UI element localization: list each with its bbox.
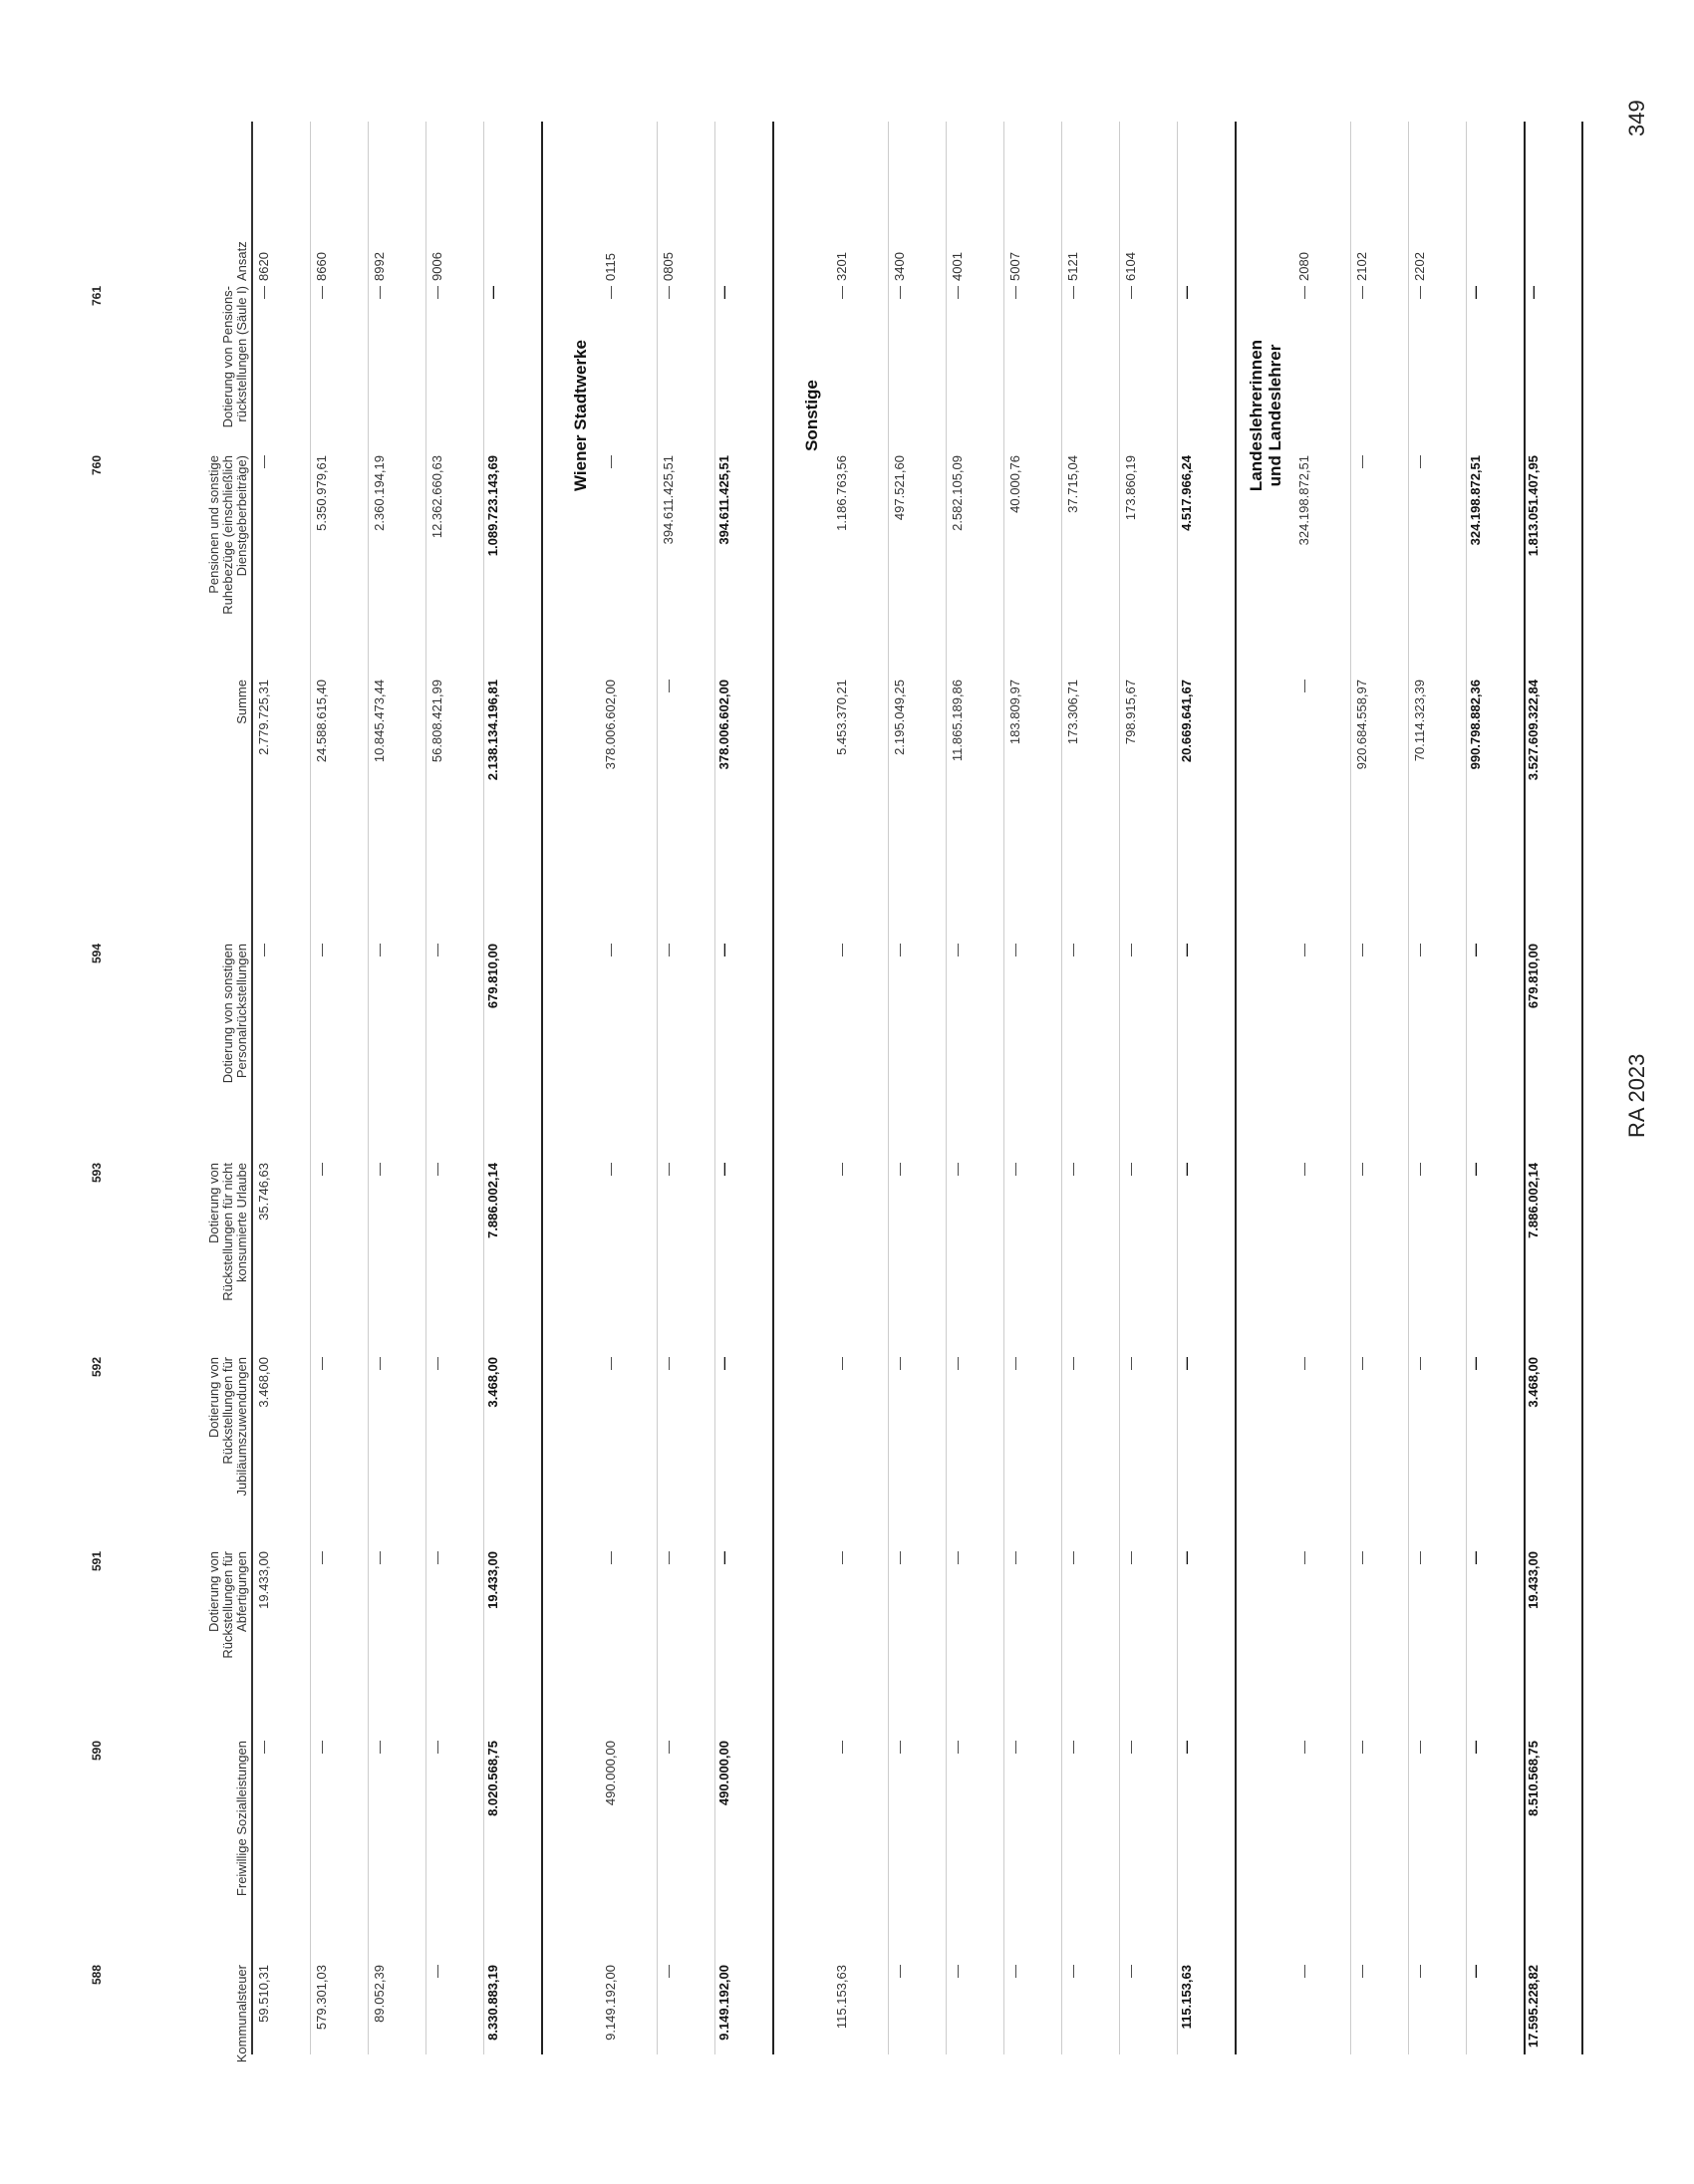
table-row [888, 122, 947, 2054]
column-header-line: Dotierung von sonstigen [220, 944, 235, 1084]
table-cell: — [1468, 944, 1483, 956]
table-cell: — [314, 286, 329, 299]
table-cell: — [1468, 1163, 1483, 1176]
ansatz-code: 5121 [1065, 252, 1080, 281]
table-cell: 394.611.425,51 [661, 455, 676, 545]
table-cell: — [1179, 1551, 1194, 1564]
table-cell: — [429, 286, 444, 299]
table-cell: — [950, 286, 965, 299]
table-cell: — [1468, 1357, 1483, 1370]
table-cell: — [716, 944, 731, 956]
report-label: RA 2023 [1624, 1053, 1649, 1138]
table-row [599, 122, 658, 2054]
table-cell: 679.810,00 [485, 944, 500, 1009]
table-cell: — [1179, 1357, 1194, 1370]
table-cell: 920.684.558,97 [1354, 680, 1369, 770]
table-cell: — [950, 1741, 965, 1754]
section-row [1235, 122, 1292, 2054]
table-cell: 3.468,00 [256, 1357, 271, 1408]
column-header-line: Personalrückstellungen [234, 944, 249, 1079]
table-cell: — [1179, 1741, 1194, 1754]
table-cell: 173.860,19 [1123, 455, 1138, 521]
table-row [1119, 122, 1178, 2054]
table-cell: — [1468, 1965, 1483, 1978]
table-cell: — [1179, 1163, 1194, 1176]
ansatz-code: 0115 [603, 253, 618, 281]
table-cell: 2.195.049,25 [892, 680, 907, 755]
table-cell: 19.433,00 [256, 1551, 271, 1609]
page-number: 349 [1624, 100, 1649, 136]
table-cell: 8.510.568,75 [1526, 1741, 1541, 1816]
table-cell: — [314, 1163, 329, 1176]
table-cell: — [256, 455, 271, 468]
table-cell: — [1179, 286, 1194, 299]
table-row [368, 122, 426, 2054]
section-title-line: Landeslehrerinnen [1247, 339, 1266, 492]
table-cell: — [950, 944, 965, 956]
table-cell: — [1412, 1551, 1427, 1564]
table-cell: 59.510,31 [256, 1965, 271, 2023]
column-header-line: Kommunalsteuer [234, 1965, 249, 2063]
section-title [571, 286, 590, 545]
column-header [177, 1741, 249, 1960]
ansatz-header-label: Ansatz [234, 241, 249, 281]
table-cell: — [1065, 1965, 1080, 1978]
column-header-line: Rückstellungen für [220, 1551, 235, 1659]
table-cell: — [892, 286, 907, 299]
table-cell: — [1007, 1163, 1022, 1176]
table-cell: — [716, 1357, 731, 1370]
ansatz-code: 3201 [834, 252, 849, 281]
table-cell: 990.798.882,36 [1468, 680, 1483, 770]
table-cell: — [1123, 1741, 1138, 1754]
column-header-line: Dotierung von [206, 1163, 221, 1243]
table-cell: — [1007, 1357, 1022, 1370]
table-cell: — [603, 1551, 618, 1564]
table-cell: — [1354, 944, 1369, 956]
column-header-line: Dotierung von Pensions- [220, 286, 235, 428]
table-cell: 17.595.228,82 [1526, 1965, 1541, 2048]
column-header-line: Dienstgeberbeiträge) [234, 455, 249, 577]
table-cell: 9.149.192,00 [716, 1965, 731, 2041]
table-cell: — [1526, 286, 1541, 299]
table-cell: — [1296, 1357, 1311, 1370]
table-cell: 490.000,00 [716, 1741, 731, 1806]
table-cell: — [603, 944, 618, 956]
table-cell: — [1296, 1551, 1311, 1564]
table-cell: — [603, 455, 618, 468]
table-cell: — [1412, 286, 1427, 299]
table-cell: — [1007, 286, 1022, 299]
table-cell: 115.153,63 [834, 1965, 849, 2030]
table-cell: 679.810,00 [1526, 944, 1541, 1009]
section-row [541, 122, 599, 2054]
table-cell: — [372, 286, 387, 299]
table-cell: 324.198.872,51 [1468, 455, 1483, 546]
table-cell: — [1412, 1741, 1427, 1754]
table-cell: — [1412, 1357, 1427, 1370]
column-code: 590 [90, 1741, 104, 1762]
table-cell: 324.198.872,51 [1296, 455, 1311, 546]
table-row [1061, 122, 1120, 2054]
table-cell: — [1065, 1741, 1080, 1754]
column-code: 760 [90, 455, 104, 476]
table-cell: — [256, 944, 271, 956]
table-cell: 798.915,67 [1123, 680, 1138, 745]
table-cell: — [1123, 1551, 1138, 1564]
table-cell: — [372, 1551, 387, 1564]
table-cell: — [661, 1741, 676, 1754]
table-cell: — [1354, 1551, 1369, 1564]
table-cell: 70.114.323,39 [1412, 680, 1427, 762]
table-cell: — [1354, 455, 1369, 468]
table-cell: — [716, 286, 731, 299]
column-header [177, 455, 249, 675]
table-cell: — [1123, 1163, 1138, 1176]
table-cell: — [429, 1741, 444, 1754]
column-header-line: Abfertigungen [234, 1551, 249, 1632]
table-cell: — [1296, 1965, 1311, 1978]
table-cell: — [256, 286, 271, 299]
table-cell: 2.138.134.196,81 [485, 680, 500, 781]
column-header-line: Jubiläumszuwendungen [234, 1357, 249, 1497]
table-cell: 1.186.763,56 [834, 455, 849, 531]
table-cell: — [661, 1163, 676, 1176]
table-cell: 3.468,00 [1526, 1357, 1541, 1408]
ansatz-code: 9006 [429, 252, 444, 281]
table-cell: — [892, 1163, 907, 1176]
column-header-line: Pensionen und sonstige [206, 455, 221, 594]
table-cell: — [1007, 1551, 1022, 1564]
ansatz-code: 6104 [1123, 252, 1138, 281]
table-cell: — [429, 944, 444, 956]
column-code: 761 [90, 286, 104, 307]
table-cell: 19.433,00 [1526, 1551, 1541, 1609]
table-cell: 2.582.105,09 [950, 455, 965, 531]
table-cell: — [372, 944, 387, 956]
table-cell: — [661, 944, 676, 956]
column-code: 593 [90, 1163, 104, 1184]
table-cell: — [1468, 286, 1483, 299]
table-cell: 11.865.189,86 [950, 680, 965, 762]
table-cell: 10.845.473,44 [372, 680, 387, 763]
table-cell: — [314, 944, 329, 956]
table-cell: — [1123, 286, 1138, 299]
column-header-line: Dotierung von [206, 1551, 221, 1632]
table-cell: — [834, 1741, 849, 1754]
table-cell: 3.527.609.322,84 [1526, 680, 1541, 781]
table-cell: 7.886.002,14 [1526, 1163, 1541, 1238]
section-row [772, 122, 830, 2054]
table-row [830, 122, 889, 2054]
table-cell: — [950, 1163, 965, 1176]
table-cell: 12.362.660,63 [429, 455, 444, 539]
table-cell: 5.453.370,21 [834, 680, 849, 755]
table-cell: — [834, 944, 849, 956]
table-cell: 89.052,39 [372, 1965, 387, 2023]
table-cell: — [892, 944, 907, 956]
table-cell: — [892, 1965, 907, 1978]
table-cell: 20.669.641,67 [1179, 680, 1194, 763]
sum-row [483, 122, 543, 2054]
table-cell: — [603, 286, 618, 299]
table-cell: — [1296, 1741, 1311, 1754]
table-cell: — [1412, 1163, 1427, 1176]
table-row [425, 122, 484, 2054]
table-cell: — [1007, 1965, 1022, 1978]
table-cell: — [892, 1741, 907, 1754]
ansatz-code: 8992 [372, 252, 387, 281]
column-header [177, 1965, 249, 2164]
sum-row [714, 122, 774, 2054]
table-cell: — [834, 1163, 849, 1176]
column-header-line: Rückstellungen für nicht [220, 1163, 235, 1301]
table-cell: — [1354, 1163, 1369, 1176]
table-cell: — [429, 1965, 444, 1978]
column-header-line: rückstellungen (Säule I) [234, 286, 249, 422]
column-header-line: Ruhebezüge (einschließlich [220, 455, 235, 615]
table-cell: — [834, 1551, 849, 1564]
table-row [1003, 122, 1062, 2054]
table-cell: — [1296, 286, 1311, 299]
table-cell: — [716, 1163, 731, 1176]
table-cell: 7.886.002,14 [485, 1163, 500, 1238]
column-header [177, 1357, 249, 1536]
table-cell: — [661, 1965, 676, 1978]
table-cell: 173.306,71 [1065, 680, 1080, 745]
table-cell: — [314, 1741, 329, 1754]
table-cell: — [1412, 944, 1427, 956]
table-cell: — [661, 1357, 676, 1370]
section-title-line: und Landeslehrer [1266, 344, 1284, 487]
table-cell: — [429, 1163, 444, 1176]
table-cell: 378.006.602,00 [716, 680, 731, 770]
ansatz-code: 2202 [1412, 252, 1427, 281]
table-cell: — [892, 1551, 907, 1564]
table-cell: — [661, 680, 676, 692]
table-cell: 1.089.723.143,69 [485, 455, 500, 557]
table-cell: — [950, 1965, 965, 1978]
column-header [177, 286, 249, 465]
table-cell: — [314, 1551, 329, 1564]
column-header [177, 1551, 249, 1731]
table-cell: 5.350.979,61 [314, 455, 329, 531]
table-cell: — [1065, 1163, 1080, 1176]
table-row [252, 122, 311, 2054]
table-cell: — [1412, 455, 1427, 468]
table-cell: 40.000,76 [1007, 455, 1022, 513]
table-cell: — [314, 1357, 329, 1370]
table-cell: 394.611.425,51 [716, 455, 731, 545]
table-cell: — [429, 1357, 444, 1370]
sum-row [1524, 122, 1583, 2054]
table-cell: — [661, 1551, 676, 1564]
table-cell: — [1179, 944, 1194, 956]
table-cell: — [485, 286, 500, 299]
table-cell: — [1412, 1965, 1427, 1978]
ansatz-code: 2080 [1296, 252, 1311, 281]
column-code: 592 [90, 1357, 104, 1378]
table-cell: — [1354, 1741, 1369, 1754]
table-cell: — [1065, 1551, 1080, 1564]
table-cell: — [1065, 286, 1080, 299]
section-title [1247, 286, 1284, 545]
column-header [177, 680, 249, 909]
table-cell: 4.517.966,24 [1179, 455, 1194, 531]
table-cell: — [1468, 1741, 1483, 1754]
column-code: 588 [90, 1965, 104, 1986]
table-cell: — [1296, 944, 1311, 956]
column-header-line: konsumierte Urlaube [234, 1163, 249, 1282]
table-cell: — [603, 1357, 618, 1370]
table-cell: — [1007, 1741, 1022, 1754]
table-cell: — [661, 286, 676, 299]
table-cell: 37.715,04 [1065, 455, 1080, 513]
table-cell: — [1296, 680, 1311, 692]
table-cell: 19.433,00 [485, 1551, 500, 1609]
table-cell: — [1354, 286, 1369, 299]
table-cell: — [834, 1357, 849, 1370]
column-header [177, 1163, 249, 1342]
table-row [657, 122, 715, 2054]
table-cell: — [950, 1551, 965, 1564]
table-cell: 183.809,97 [1007, 680, 1022, 745]
table-cell: — [256, 1741, 271, 1754]
sum-row [1466, 122, 1526, 2054]
ansatz-code: 8660 [314, 252, 329, 281]
table-cell: — [1468, 1551, 1483, 1564]
table-row [1350, 122, 1409, 2054]
table-cell: — [372, 1357, 387, 1370]
table-cell: 8.330.883,19 [485, 1965, 500, 2041]
table-cell: 8.020.568,75 [485, 1741, 500, 1816]
table-cell: — [1354, 1965, 1369, 1978]
column-header-line: Rückstellungen für [220, 1357, 235, 1465]
table-cell: 497.521,60 [892, 455, 907, 521]
ansatz-code: 8620 [256, 252, 271, 281]
column-header-line: Dotierung von [206, 1357, 221, 1438]
section-title [802, 286, 821, 545]
table-row [946, 122, 1004, 2054]
table-cell: 24.588.615,40 [314, 680, 329, 763]
column-code: 594 [90, 944, 104, 964]
ansatz-code: 2102 [1354, 252, 1369, 281]
table-cell: — [716, 1551, 731, 1564]
ansatz-code: 5007 [1007, 252, 1022, 281]
ansatz-code: 3400 [892, 252, 907, 281]
table-row [1408, 122, 1467, 2054]
table-cell: — [1065, 944, 1080, 956]
table-row [310, 122, 369, 2054]
table-cell: — [1007, 944, 1022, 956]
table-cell: — [950, 1357, 965, 1370]
table-cell: — [372, 1163, 387, 1176]
ansatz-code: 0805 [661, 252, 676, 281]
column-code: 591 [90, 1551, 104, 1572]
ansatz-code: 4001 [950, 252, 965, 281]
table-cell: — [603, 1163, 618, 1176]
table-cell: — [1123, 1357, 1138, 1370]
table-cell: 2.779.725,31 [256, 680, 271, 755]
column-header-line: Summe [234, 680, 249, 724]
table-cell: 378.006.602,00 [603, 680, 618, 770]
table-cell: — [372, 1741, 387, 1754]
table-cell: — [834, 286, 849, 299]
column-header [177, 944, 249, 1143]
table-cell: 9.149.192,00 [603, 1965, 618, 2041]
sum-row [1177, 122, 1237, 2054]
table-cell: — [1065, 1357, 1080, 1370]
ansatz-header [177, 221, 249, 281]
section-title-line: Wiener Stadtwerke [571, 340, 590, 491]
table-cell: — [1296, 1163, 1311, 1176]
table-cell: 115.153,63 [1179, 1965, 1194, 2030]
table-cell: 2.360.194,19 [372, 455, 387, 531]
table-cell: — [1123, 944, 1138, 956]
table-cell: — [429, 1551, 444, 1564]
table-row [1292, 122, 1351, 2054]
section-title-line: Sonstige [802, 380, 821, 451]
table-cell: 35.746,63 [256, 1163, 271, 1221]
table-cell: — [1354, 1357, 1369, 1370]
table-cell: 3.468,00 [485, 1357, 500, 1408]
table-cell: — [892, 1357, 907, 1370]
table-cell: — [1123, 1965, 1138, 1978]
table-cell: 56.808.421,99 [429, 680, 444, 763]
column-header-line: Freiwillige Sozialleistungen [234, 1741, 249, 1897]
table-cell: 579.301,03 [314, 1965, 329, 2031]
table-cell: 490.000,00 [603, 1741, 618, 1806]
table-cell: 1.813.051.407,95 [1526, 455, 1541, 557]
